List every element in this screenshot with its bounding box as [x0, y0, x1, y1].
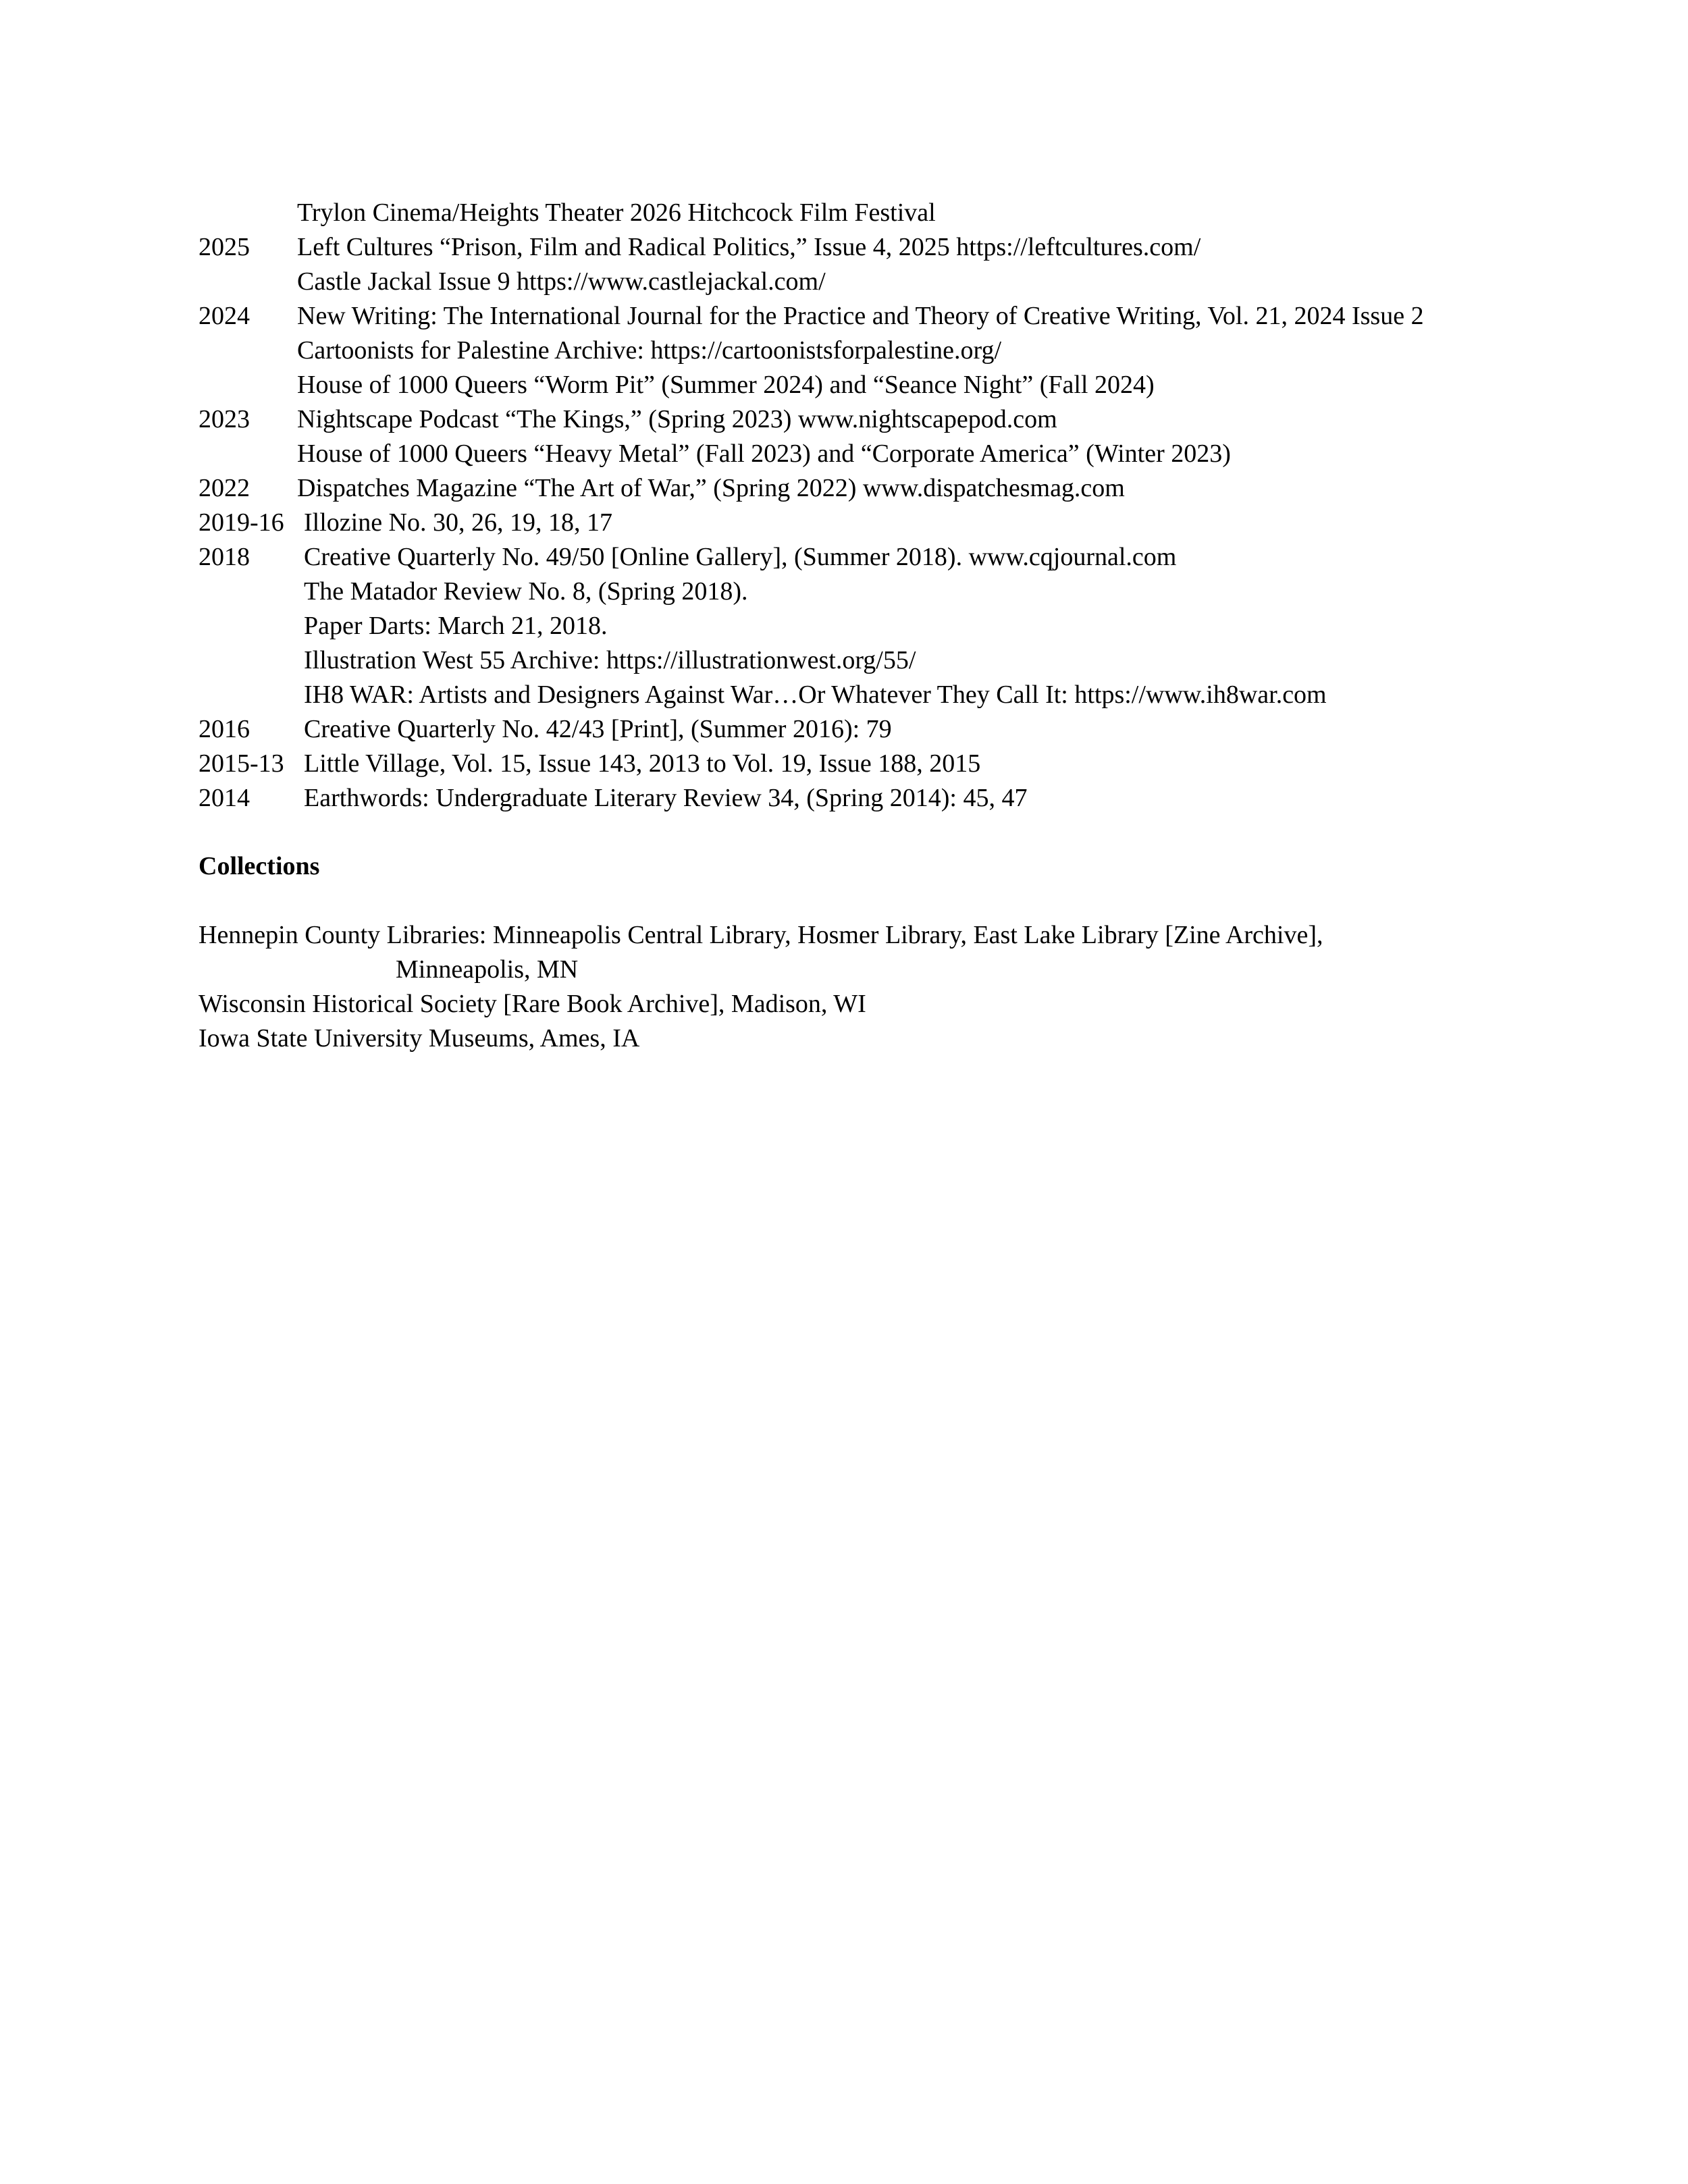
collection-item-continuation: Minneapolis, MN: [396, 955, 579, 984]
pub-row: [199, 368, 1549, 402]
pub-row: [199, 506, 1549, 540]
pub-entry: Trylon Cinema/Heights Theater 2026 Hitchcock Film Festival: [297, 198, 936, 227]
pub-year: 2025: [199, 233, 250, 261]
pub-entry: Cartoonists for Palestine Archive: https://cartoonistsforpalestine.org/: [297, 336, 1002, 365]
pub-year: 2022: [199, 474, 250, 502]
pub-year: 2016: [199, 715, 250, 743]
pub-entry: House of 1000 Queers “Worm Pit” (Summer 2024) and “Seance Night” (Fall 2024): [297, 371, 1155, 399]
pub-row: [199, 299, 1549, 334]
pub-year: 2023: [199, 405, 250, 433]
pub-row: [199, 747, 1549, 781]
collection-item: Iowa State University Museums, Ames, IA: [199, 1024, 640, 1053]
pub-entry: Illustration West 55 Archive: https://illustrationwest.org/55/: [304, 646, 916, 674]
pub-row: [199, 437, 1549, 471]
collections-heading: Collections: [199, 852, 320, 880]
pub-row: [199, 265, 1549, 299]
pub-row: [199, 678, 1549, 712]
pub-entry: Nightscape Podcast “The Kings,” (Spring 2023) www.nightscapepod.com: [297, 405, 1057, 433]
pub-entry: The Matador Review No. 8, (Spring 2018).: [304, 577, 748, 606]
collection-item: Wisconsin Historical Society [Rare Book Archive], Madison, WI: [199, 990, 866, 1018]
pub-entry: Creative Quarterly No. 49/50 [Online Gallery], (Summer 2018). www.cqjournal.com: [304, 543, 1177, 571]
pub-entry: Left Cultures “Prison, Film and Radical Politics,” Issue 4, 2025 https://leftcultures.com/: [297, 233, 1201, 261]
pub-year: 2024: [199, 302, 250, 330]
pub-row: [199, 471, 1549, 506]
pub-year: 2014: [199, 784, 250, 812]
pub-entry: Dispatches Magazine “The Art of War,” (Spring 2022) www.dispatchesmag.com: [297, 474, 1125, 502]
pub-year: 2019-16: [199, 508, 284, 537]
pub-entry: Paper Darts: March 21, 2018.: [304, 612, 608, 640]
pub-row: [199, 609, 1549, 643]
pub-entry: Castle Jackal Issue 9 https://www.castlejackal.com/: [297, 267, 826, 296]
pub-row: [199, 712, 1549, 747]
pub-year: 2015-13: [199, 749, 284, 778]
pub-entry: IH8 WAR: Artists and Designers Against War…Or Whatever They Call It: https://www.ih8war.com: [304, 681, 1327, 709]
pub-row: [199, 230, 1549, 265]
collections-list: [199, 918, 1549, 1056]
pub-entry: New Writing: The International Journal for the Practice and Theory of Creative Writing, Vol. 21, 2024 Issue 2: [297, 302, 1424, 330]
pub-entry: Creative Quarterly No. 42/43 [Print], (Summer 2016): 79: [304, 715, 892, 743]
pub-year: 2018: [199, 543, 250, 571]
publications-list: [199, 196, 1549, 816]
pub-row: [199, 643, 1549, 678]
pub-entry: Earthwords: Undergraduate Literary Review 34, (Spring 2014): 45, 47: [304, 784, 1028, 812]
pub-row: [199, 540, 1549, 575]
pub-entry: House of 1000 Queers “Heavy Metal” (Fall 2023) and “Corporate America” (Winter 2023): [297, 440, 1231, 468]
pub-entry: Little Village, Vol. 15, Issue 143, 2013 to Vol. 19, Issue 188, 2015: [304, 749, 981, 778]
pub-row: [199, 196, 1549, 230]
pub-entry: Illozine No. 30, 26, 19, 18, 17: [304, 508, 613, 537]
pub-row: [199, 334, 1549, 368]
pub-row: [199, 781, 1549, 816]
collection-item: Hennepin County Libraries: Minneapolis Central Library, Hosmer Library, East Lake Library [Zine Archive],: [199, 921, 1323, 949]
pub-row: [199, 575, 1549, 609]
pub-row: [199, 402, 1549, 437]
